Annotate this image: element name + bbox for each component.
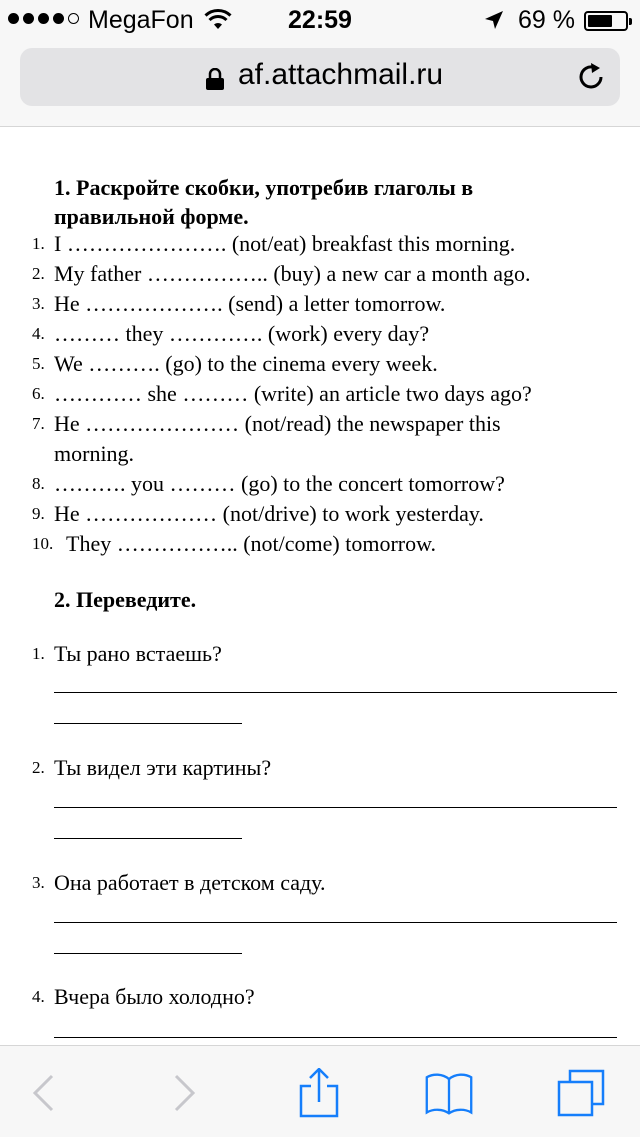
- answer-line: [54, 838, 242, 839]
- item-number: 4.: [32, 987, 45, 1006]
- tabs-icon[interactable]: [556, 1068, 606, 1118]
- item-text: We ………. (go) to the cinema every week.: [54, 351, 438, 376]
- item-number: 5.: [32, 354, 45, 373]
- clock: 22:59: [288, 6, 352, 34]
- item-number: 10.: [32, 534, 54, 553]
- item-text: I …………………. (not/eat) breakfast this morning.: [54, 231, 516, 256]
- item-number: 9.: [32, 504, 45, 523]
- item-text: He ……………… (not/drive) to work yesterday.: [54, 501, 484, 526]
- answer-line: [54, 723, 242, 724]
- item-text: Она работает в детском саду.: [54, 870, 326, 895]
- item-text: They …………….. (not/come) tomorrow.: [66, 531, 437, 556]
- answer-line: [54, 922, 617, 923]
- forward-icon[interactable]: [158, 1068, 208, 1118]
- location-arrow-icon: [484, 10, 504, 30]
- section2-title: 2. Переведите.: [54, 587, 197, 612]
- address-bar[interactable]: [20, 48, 620, 106]
- answer-line: [54, 1037, 617, 1038]
- item-number: 1.: [32, 234, 45, 253]
- lock-icon: [205, 68, 225, 90]
- item-number: 6.: [32, 384, 45, 403]
- answer-line: [54, 807, 617, 808]
- battery-icon: [584, 11, 628, 31]
- browser-toolbar: [0, 1045, 640, 1137]
- item-text: Ты видел эти картины?: [54, 755, 272, 780]
- item-text: He ………………… (not/read) the newspaper this: [54, 411, 501, 436]
- back-icon[interactable]: [20, 1068, 70, 1118]
- reload-icon[interactable]: [576, 62, 606, 92]
- item-number: 3.: [32, 873, 45, 892]
- answer-line: [54, 692, 617, 693]
- item-text: ………… she ……… (write) an article two days ago?: [54, 381, 532, 406]
- item-number: 8.: [32, 474, 45, 493]
- bookmarks-icon[interactable]: [424, 1068, 474, 1118]
- item-number: 2.: [32, 264, 45, 283]
- item-text: Ты рано встаешь?: [54, 641, 222, 666]
- item-text: He ………………. (send) a letter tomorrow.: [54, 291, 446, 316]
- item-text: ………. you ……… (go) to the concert tomorrow?: [54, 471, 505, 496]
- battery-percent: 69 %: [518, 6, 575, 34]
- item-text: morning.: [54, 441, 135, 466]
- item-text: Вчера было холодно?: [54, 984, 255, 1009]
- share-icon[interactable]: [294, 1068, 344, 1118]
- item-text: My father …………….. (buy) a new car a month ago.: [54, 261, 531, 286]
- section1-title-line2: правильной форме.: [54, 204, 249, 229]
- item-text: ……… they …………. (work) every day?: [54, 321, 430, 346]
- status-bar: [0, 0, 640, 40]
- document-page: [0, 127, 640, 1044]
- carrier-name: MegaFon: [88, 6, 194, 34]
- url-text: af.attachmail.ru: [238, 58, 444, 91]
- section1-title-line1: 1. Раскройте скобки, употребив глаголы в: [54, 175, 474, 200]
- item-number: 2.: [32, 758, 45, 777]
- answer-line: [54, 953, 242, 954]
- item-number: 1.: [32, 644, 45, 663]
- item-number: 4.: [32, 324, 45, 343]
- item-number: 7.: [32, 414, 45, 433]
- item-number: 3.: [32, 294, 45, 313]
- browser-header: [0, 40, 640, 127]
